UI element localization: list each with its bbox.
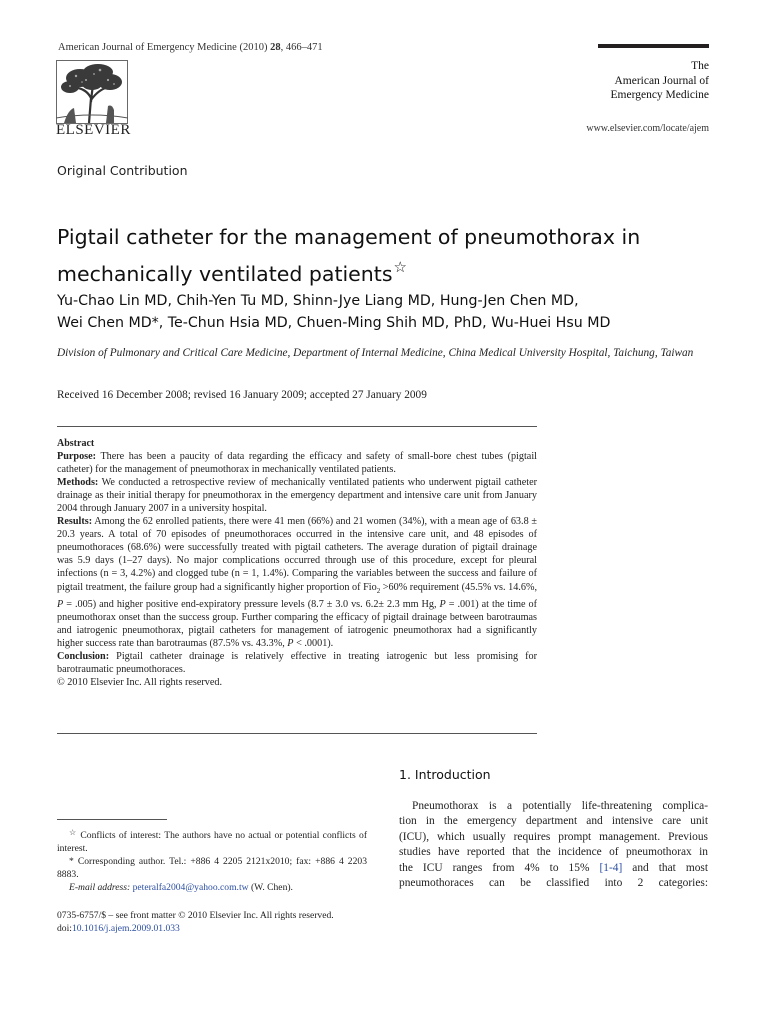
p-value-label: P: [439, 598, 446, 610]
corresponding-author-footnote: * Corresponding author. Tel.: +886 4 2205 2121x2010; fax: +886 4 2203 8883.: [57, 856, 367, 880]
affiliation: Division of Pulmonary and Critical Care Medicine, Department of Internal Medicine, China Medical University Hospital, Taichung, Taiwan: [57, 347, 694, 359]
authors-line-1: Yu-Chao Lin MD, Chih-Yen Tu MD, Shinn-Jye Liang MD, Hung-Jen Chen MD,: [57, 293, 579, 309]
results-subscript: 2: [376, 586, 381, 595]
abstract-top-rule: [57, 426, 537, 427]
conflicts-footnote: [57, 826, 367, 855]
results-text-e: < .0001).: [293, 637, 334, 649]
journal-name-line: Emergency Medicine: [610, 89, 709, 101]
conclusion-label: Conclusion:: [57, 650, 110, 662]
p-value-label: P: [287, 637, 294, 649]
elsevier-tree-logo-icon: [56, 60, 128, 124]
authors-line-2: Wei Chen MD*, Te-Chun Hsia MD, Chuen-Ming Shih MD, PhD, Wu-Huei Hsu MD: [57, 315, 611, 331]
issn-text: 0735-6757/$ – see front matter © 2010 Elsevier Inc. All rights reserved.: [57, 910, 334, 921]
doi-link[interactable]: 10.1016/j.ajem.2009.01.033: [71, 923, 180, 934]
received-dates: Received 16 December 2008; revised 16 January 2009; accepted 27 January 2009: [57, 389, 427, 401]
intro-line: studies have reported that the incidence of pneumothorax in: [399, 846, 708, 859]
abstract: [57, 437, 537, 689]
footnote-rule: [57, 819, 167, 820]
journal-name-line: American Journal of: [614, 74, 709, 87]
results-text-b: >60% requirement (45.5% vs. 14.6%,: [380, 581, 537, 593]
conflicts-text: Conflicts of interest: The authors have no actual or potential conflicts of interest.: [57, 830, 368, 854]
intro-line-with-citation: [399, 861, 708, 876]
citation-volume: 28: [270, 42, 281, 53]
results-label: Results:: [57, 516, 93, 528]
conclusion-text: Pigtail catheter drainage is relatively effective in treating iatrogenic but less promising for barotraumatic pneumothoraces.: [57, 650, 537, 675]
title-footnote-star-icon[interactable]: ☆: [393, 258, 407, 276]
abstract-purpose: [57, 450, 537, 476]
intro-text: the ICU ranges from 4% to 15%: [399, 861, 590, 874]
journal-name-line: The: [691, 60, 709, 72]
journal-url-link[interactable]: www.elsevier.com/locate/ajem: [586, 123, 709, 134]
email-label: E-mail address:: [69, 882, 131, 893]
email-footnote: [57, 881, 367, 894]
purpose-label: Purpose:: [57, 451, 97, 463]
introduction-heading: 1. Introduction: [399, 767, 491, 782]
title-line-2: mechanically ventilated patients: [57, 262, 393, 286]
publisher-wordmark: ELSEVIER: [56, 122, 131, 138]
issn-doi-block: [57, 909, 387, 935]
article-title: [57, 222, 717, 289]
footnotes: [57, 826, 367, 894]
citation-pages: , 466–471: [280, 42, 323, 53]
p-value-label: P: [57, 598, 64, 610]
results-text-c: = .005) and higher positive end-expiratory pressure levels (8.7 ± 3.0 vs. 6.2± 2.3 mm Hg,: [63, 598, 440, 610]
intro-text: and that most: [632, 861, 708, 874]
email-suffix: (W. Chen).: [248, 882, 293, 893]
abstract-methods: [57, 476, 537, 515]
abstract-conclusion: [57, 650, 537, 676]
abstract-bottom-rule: [57, 733, 537, 734]
abstract-heading: Abstract: [57, 438, 95, 449]
introduction-body: [399, 799, 708, 891]
citation-link[interactable]: [1-4]: [599, 861, 623, 874]
title-line-1: Pigtail catheter for the management of pneumothorax in: [57, 225, 641, 249]
journal-name: [588, 59, 709, 103]
intro-line: (ICU), which usually requires prompt management. Previous: [399, 830, 708, 843]
intro-line: tion in the emergency department and intensive care unit: [399, 815, 708, 828]
intro-line: pneumothoraces can be classified into 2 categories:: [399, 876, 708, 889]
abstract-results: [57, 515, 537, 650]
citation-journal: American Journal of Emergency Medicine (2010): [58, 42, 268, 53]
journal-citation: [58, 42, 323, 53]
section-type: Original Contribution: [57, 163, 188, 178]
doi-label: doi:: [57, 923, 72, 934]
methods-text: We conducted a retrospective review of mechanically ventilated patients who underwent pigtail catheter drainage as their initial therapy for pneumothorax in the emergency department and intensive care unit from January 2004 through January 2007 in a university hospital.: [57, 477, 537, 515]
results-text-d: = .001) at the time of pneumothorax onset than the success group. Further comparing the efficacy of pigtail drainage between barotraumas and iatrogenic pneumothorax, pigtail catheters for management of iatrogenic pneumothorax had a significantly higher success rate than barotraumas (87.5% vs. 43.3%,: [57, 598, 537, 649]
journal-rule: [598, 44, 709, 48]
footnote-star-icon: ☆: [69, 828, 78, 837]
intro-line: Pneumothorax is a potentially life-threatening complica-: [412, 800, 708, 812]
email-link[interactable]: peteralfa2004@yahoo.com.tw: [132, 882, 249, 893]
methods-label: Methods:: [57, 477, 99, 489]
abstract-copyright: © 2010 Elsevier Inc. All rights reserved.: [57, 676, 223, 688]
results-text-a: Among the 62 enrolled patients, there were 41 men (66%) and 21 women (34%), with a mean age of 63.8 ± 20.3 years. A total of 70 episodes of pneumothoraces occurred in the intensive care unit, and 48 episodes of pneumothoraces (68.6%) were successfully treated with pigtail catheters. The average duration of pigtail drainage was 5.9 days (1–27 days). No major complications occurred through use of this procedure, except for pleural infections (n = 3, 4.2%) and clogged tube (n = 1, 1.4%). Comparing the variables between the success and failure of pigtail treatment, the failure group had a significantly higher proportion of Fio: [57, 516, 537, 593]
purpose-text: There has been a paucity of data regarding the efficacy and safety of small-bore chest tubes (pigtail catheter) for the management of pneumothorax in mechanically ventilated patients.: [57, 451, 537, 476]
author-list: [57, 290, 717, 334]
